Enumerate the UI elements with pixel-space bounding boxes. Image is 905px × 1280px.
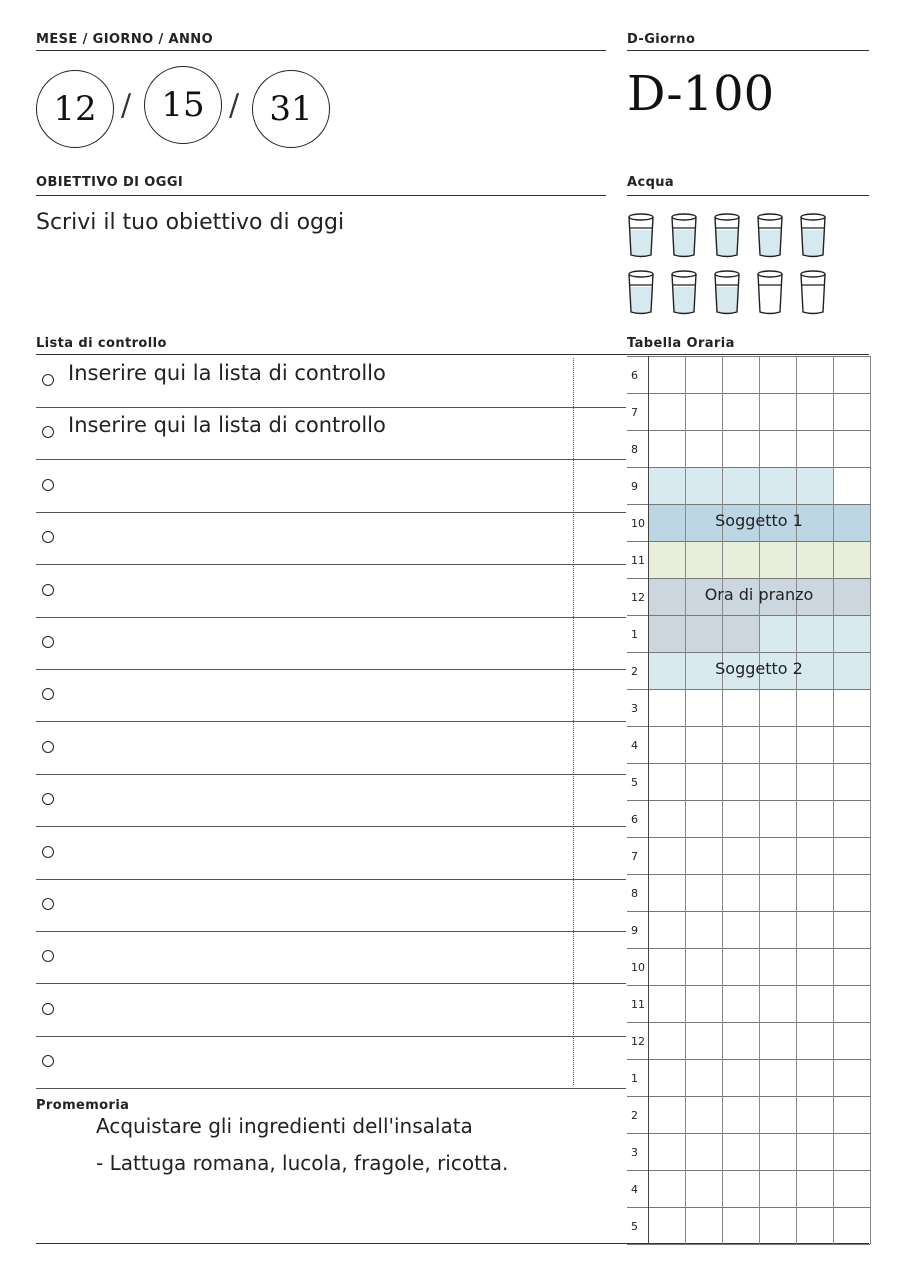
timetable-hour-label: 4: [631, 1183, 638, 1196]
checkbox-circle-icon[interactable]: [42, 1055, 54, 1067]
timetable-hour-label: 8: [631, 443, 638, 456]
timetable-hour-label: 6: [631, 369, 638, 382]
timetable-hour-label: 11: [631, 554, 645, 567]
dday-label: D-Giorno: [627, 32, 696, 47]
timetable-hour-label: 3: [631, 702, 638, 715]
timetable-hour-label: 4: [631, 739, 638, 752]
memo-label: Promemoria: [36, 1098, 130, 1113]
checkbox-circle-icon[interactable]: [42, 426, 54, 438]
checklist-item[interactable]: [36, 355, 626, 408]
timetable-gridline: [759, 356, 760, 1244]
checklist-item[interactable]: [36, 512, 626, 565]
water-glass-icon[interactable]: [670, 269, 698, 319]
timetable-hour-label: 12: [631, 591, 645, 604]
timetable-hour-label: 9: [631, 924, 638, 937]
month-field[interactable]: 12: [36, 70, 114, 148]
water-glass-icon[interactable]: [670, 212, 698, 262]
checkbox-circle-icon[interactable]: [42, 479, 54, 491]
water-glass-icon[interactable]: [756, 212, 784, 262]
checklist-item[interactable]: [36, 565, 626, 618]
checklist-item[interactable]: [36, 827, 626, 880]
timetable-block-label: Soggetto 2: [715, 659, 803, 678]
checkbox-circle-icon[interactable]: [42, 950, 54, 962]
timetable-hour-label: 1: [631, 628, 638, 641]
checklist-label: Lista di controllo: [36, 336, 167, 351]
day-field[interactable]: 15: [144, 66, 222, 144]
timetable-hour-label: 1: [631, 1072, 638, 1085]
checklist-item[interactable]: [36, 774, 626, 827]
checkbox-circle-icon[interactable]: [42, 846, 54, 858]
checkbox-circle-icon[interactable]: [42, 793, 54, 805]
timetable-gridline: [648, 356, 649, 1244]
water-glass-icon[interactable]: [799, 269, 827, 319]
checkbox-circle-icon[interactable]: [42, 531, 54, 543]
timetable-hour-label: 7: [631, 406, 638, 419]
timetable-hour-label: 12: [631, 1035, 645, 1048]
timetable-block-label: Ora di pranzo: [704, 585, 814, 604]
timetable-block[interactable]: [759, 615, 870, 652]
year-field[interactable]: 31: [252, 70, 330, 148]
water-glass-icon[interactable]: [713, 212, 741, 262]
date-label: MESE / GIORNO / ANNO: [36, 32, 214, 47]
water-glass-icon[interactable]: [756, 269, 784, 319]
checkbox-circle-icon[interactable]: [42, 636, 54, 648]
timetable-hour-label: 5: [631, 776, 638, 789]
timetable-gridline: [796, 356, 797, 1244]
timetable-hour-label: 6: [631, 813, 638, 826]
water-glass-icon[interactable]: [713, 269, 741, 319]
date-slash: /: [121, 88, 132, 123]
checklist-item-text[interactable]: Inserire qui la lista di controllo: [68, 361, 386, 385]
dday-value[interactable]: D-100: [627, 66, 775, 122]
water-label: Acqua: [627, 175, 675, 190]
checkbox-circle-icon[interactable]: [42, 374, 54, 386]
checkbox-circle-icon[interactable]: [42, 898, 54, 910]
checklist-item[interactable]: [36, 931, 626, 984]
goal-label: OBIETTIVO DI OGGI: [36, 175, 184, 190]
timetable-hour-label: 5: [631, 1220, 638, 1233]
date-slash: /: [229, 88, 240, 123]
water-glass-icon[interactable]: [799, 212, 827, 262]
goal-divider: [36, 195, 606, 196]
timetable-hour-label: 2: [631, 1109, 638, 1122]
timetable-hour-label: 8: [631, 887, 638, 900]
timetable-gridline: [685, 356, 686, 1244]
timetable-gridline: [722, 356, 723, 1244]
timetable-gridline: [833, 356, 834, 1244]
timetable-hour-label: 3: [631, 1146, 638, 1159]
checklist-item[interactable]: [36, 407, 626, 460]
checkbox-circle-icon[interactable]: [42, 741, 54, 753]
timetable-gridline: [870, 356, 871, 1244]
water-glass-icon[interactable]: [627, 269, 655, 319]
timetable-hour-label: 10: [631, 517, 645, 530]
checklist-dotted-divider: [573, 358, 574, 1085]
checklist-item-text[interactable]: Inserire qui la lista di controllo: [68, 413, 386, 438]
checklist-item[interactable]: [36, 617, 626, 670]
timetable-hour-label: 11: [631, 998, 645, 1011]
timetable-block[interactable]: [648, 467, 833, 504]
date-divider: [36, 50, 606, 51]
memo-line-2[interactable]: - Lattuga romana, lucola, fragole, ricotta.: [96, 1151, 509, 1175]
timetable-label: Tabella Oraria: [627, 336, 735, 351]
goal-text[interactable]: Scrivi il tuo obiettivo di oggi: [36, 210, 345, 235]
timetable-hour-label: 7: [631, 850, 638, 863]
memo-line-1[interactable]: Acquistare gli ingredienti dell'insalata: [96, 1114, 473, 1138]
checklist-item[interactable]: [36, 722, 626, 775]
checkbox-circle-icon[interactable]: [42, 688, 54, 700]
water-glass-icon[interactable]: [627, 212, 655, 262]
checklist-item[interactable]: [36, 669, 626, 722]
timetable-hour-label: 10: [631, 961, 645, 974]
timetable-hour-label: 9: [631, 480, 638, 493]
checklist-item[interactable]: [36, 879, 626, 932]
water-divider: [627, 195, 869, 196]
timetable-gridline: [627, 1244, 870, 1245]
timetable-hour-label: 2: [631, 665, 638, 678]
checklist-item[interactable]: [36, 984, 626, 1037]
checkbox-circle-icon[interactable]: [42, 584, 54, 596]
checklist-item[interactable]: [36, 1036, 626, 1089]
dday-divider: [627, 50, 869, 51]
checklist-item[interactable]: [36, 460, 626, 513]
timetable-block-label: Soggetto 1: [715, 511, 803, 530]
checkbox-circle-icon[interactable]: [42, 1003, 54, 1015]
timetable-block[interactable]: [648, 615, 759, 652]
